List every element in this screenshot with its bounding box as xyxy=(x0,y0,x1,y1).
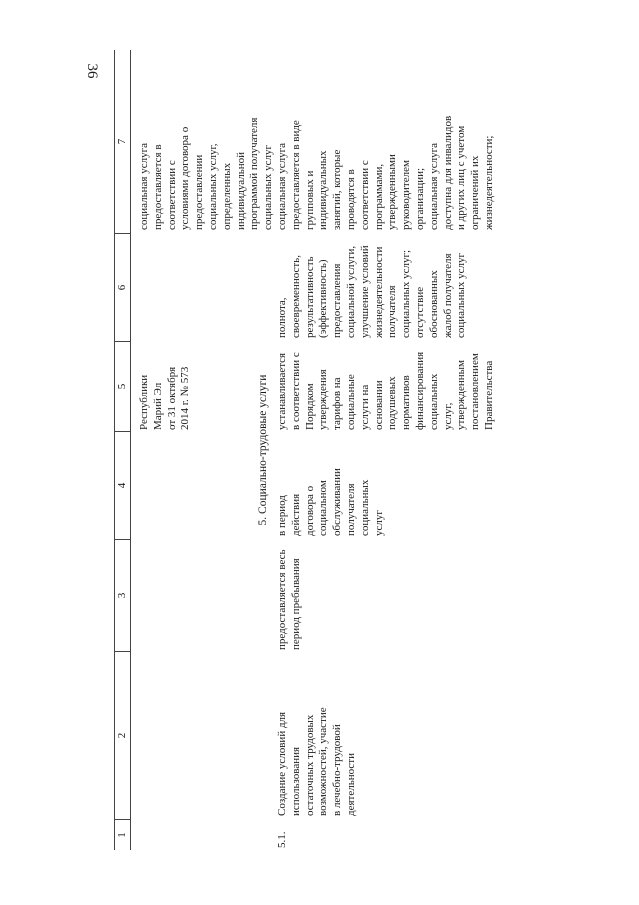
row-number: 5.1. xyxy=(276,831,288,848)
row-col5-text: устанавливается в соответствии с Порядком утверждения тарифов на социальные услуги на основании подушевых нормативов финансирования социальных услуг, утвержденным постановлением Правительства xyxy=(276,351,495,430)
row-col3-text: предоставляется весь период пребывания xyxy=(276,549,302,650)
page-number: 36 xyxy=(84,63,100,79)
rotated-table-page xyxy=(114,50,631,850)
row-col2-text: Создание условий для использования остаточных трудовых возможностей, участие в лечебно-трудовой деятельности xyxy=(276,707,357,816)
header-col-3: 3 xyxy=(115,540,130,652)
row-col6-text: полнота, своевременность, результативность (эффективность) предоставления социальной услуги, улучшение условий жизнедеятельности получателя социальных услуг; отсутствие обоснованных жалоб получателя социальных услуг xyxy=(276,245,468,338)
header-col-2: 2 xyxy=(115,652,130,820)
header-col-6: 6 xyxy=(115,234,130,342)
table-header-row xyxy=(114,50,131,850)
section-title: 5. Социально-трудовые услуги xyxy=(257,374,269,526)
header-col-5: 5 xyxy=(115,342,130,432)
header-col-4: 4 xyxy=(115,432,130,540)
row-col7-text: социальная услуга предоставляется в виде групповых и индивидуальных занятий, которые проводятся в соответствии с программами, утвержденными руководителем организации; социальная услуга доступна для инвалидов и других лиц с учетом ограничений их жизнедеятельности; xyxy=(276,115,495,230)
header-col-7: 7 xyxy=(115,50,130,234)
row-col4-text: в период действия договора о социальном обслуживании получателя социальных услуг xyxy=(276,468,385,536)
top-row-col5-text: Республики Марий Эл от 31 октября 2014 г. № 573 xyxy=(138,366,192,430)
top-row-col7-text: социальная услуга предоставляется в соответствии с условиями договора о предоставлении социальных услуг, определенных индивидуальной программой получателя социальных услуг xyxy=(138,117,275,230)
header-col-1: 1 xyxy=(116,832,128,838)
